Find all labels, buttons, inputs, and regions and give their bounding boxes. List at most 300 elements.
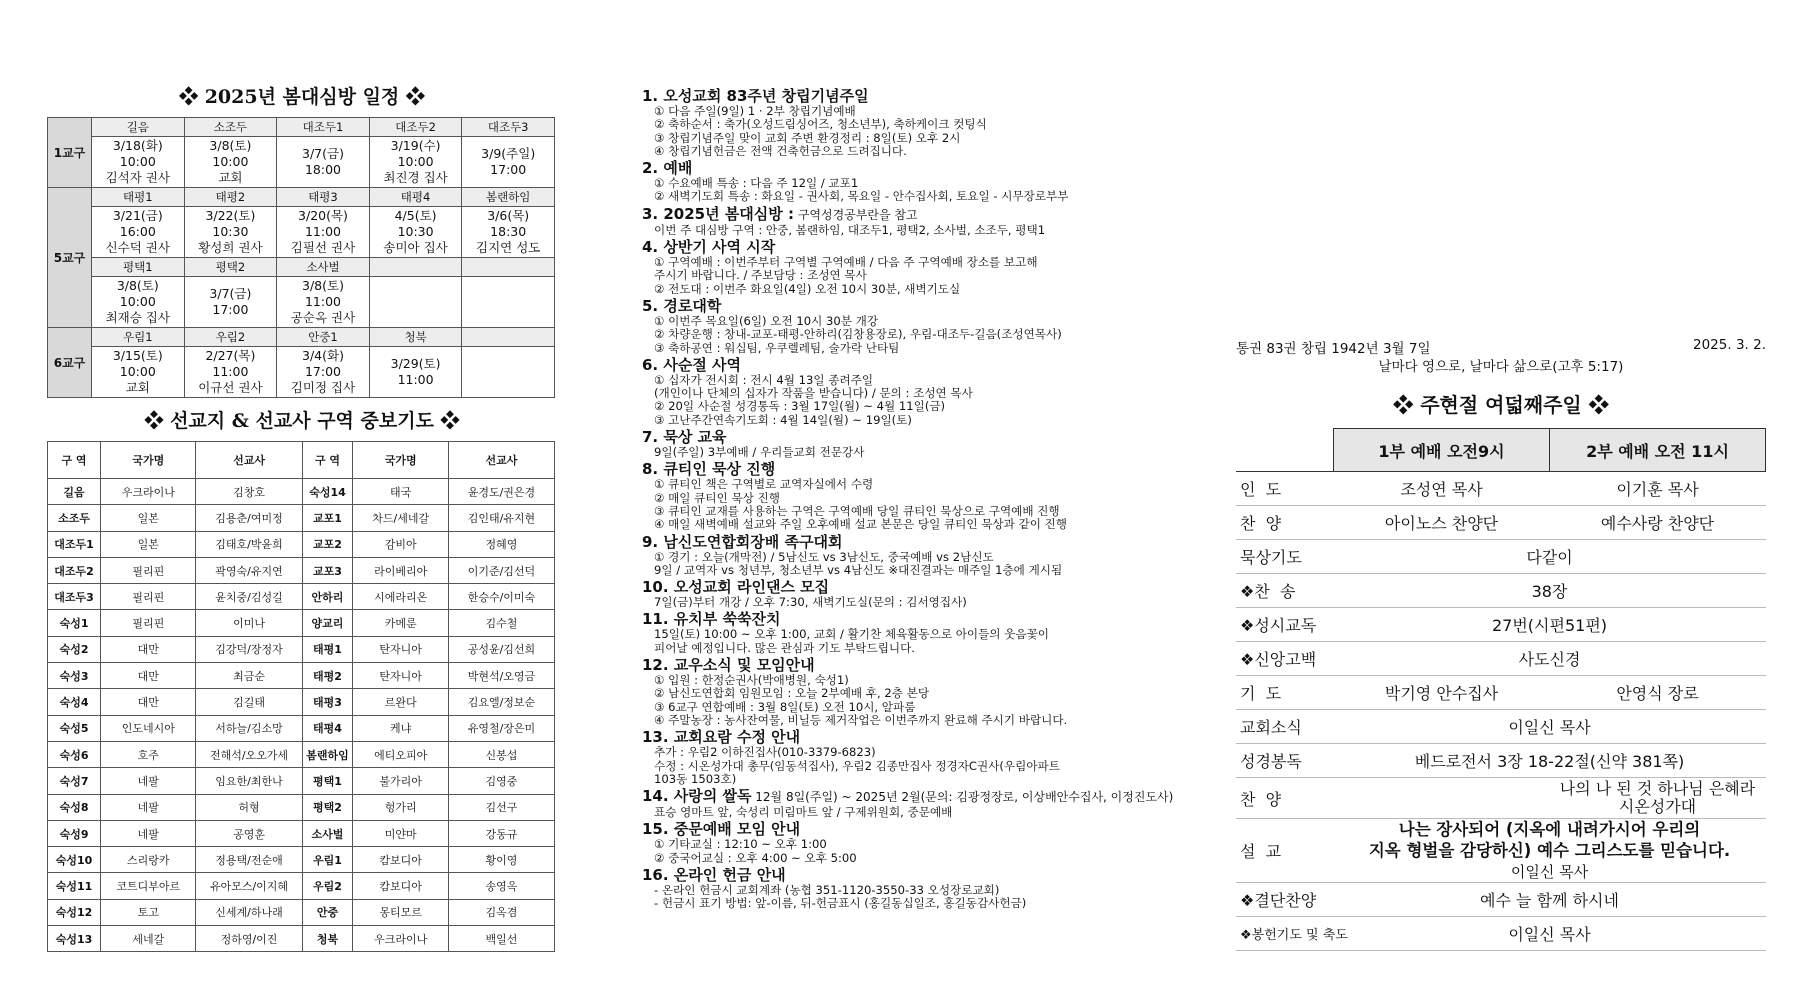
missionary-cell: 캄보디아 [353,873,448,899]
announcement-title [642,88,1202,105]
missionary-row [48,479,555,505]
missionary-cell: 숙성5 [48,715,101,741]
announcement-title-text: 7. 묵상 교육 [642,428,727,447]
announcement-item [642,206,1202,237]
missionary-cell: 미얀마 [353,820,448,846]
missionary-cell: 강동규 [448,820,554,846]
visit-cell: 3/4(화) 17:00 김미정 집사 [277,347,370,398]
missionary-cell: 인도네시아 [101,715,196,741]
missionary-cell: 태평2 [302,663,353,689]
worship-order-row [1236,574,1766,608]
missionary-cell: 숙성13 [48,926,101,952]
missionary-cell: 태평3 [302,689,353,715]
worship-order-row [1236,608,1766,642]
missionary-cell: 대만 [101,663,196,689]
zone-label: 5교구 [48,188,92,328]
missionary-table [47,441,555,952]
missionary-row [48,899,555,925]
missionary-cell: 한승수/이미숙 [448,584,554,610]
announcement-item [642,461,1202,531]
sermon-preacher: 이일신 목사 [1510,863,1589,881]
bulletin-date: 2025. 3. 2. [1693,337,1766,353]
announcement-line: ① 다음 주일(9일) 1 · 2부 창립기념예배 [654,104,856,118]
missionary-cell: 김태호/박윤희 [196,531,302,557]
missionary-row [48,584,555,610]
missionary-cell: 신세계/하나래 [196,899,302,925]
announcement-item [642,657,1202,727]
missionary-cell: 케냐 [353,715,448,741]
visit-body-row [48,347,555,398]
missionary-cell: 코트디부아르 [101,873,196,899]
missionary-cell: 네팔 [101,820,196,846]
missionary-cell: 숙성10 [48,847,101,873]
missionary-row [48,715,555,741]
missionary-cell: 탄자니아 [353,636,448,662]
announcement-title [642,729,1202,746]
missionary-row [48,741,555,767]
missionary-cell: 차드/세네갈 [353,505,448,531]
order-label: 찬 양 [1236,778,1334,819]
announcement-title-text: 11. 유치부 쑥쑥잔치 [642,610,781,629]
announcement-title [642,461,1202,478]
missionary-cell: 몽티모르 [353,899,448,925]
missionary-cell: 전해석/오오가세 [196,741,302,767]
missionary-cell: 김길태 [196,689,302,715]
announcement-line: ③ 창립기념주일 맞이 교회 주변 환경정리 : 8일(토) 오후 2시 [654,130,961,145]
missionary-row [48,557,555,583]
visit-cell: 3/8(토) 10:00 교회 [184,137,277,188]
announcement-line: ① 구역예배 : 이번주부터 구역별 구역예배 / 다음 주 구역예배 장소를 보고해 [654,255,1038,270]
announcement-title-text: 16. 온라인 헌금 안내 [642,865,786,884]
missionary-row [48,689,555,715]
missionary-cell: 불가리아 [353,768,448,794]
missionary-cell: 소사벌 [302,820,353,846]
missionary-cell: 이미나 [196,610,302,636]
order-label: 찬 양 [1236,506,1334,540]
missionary-col-header: 국가명 [101,442,196,479]
missionary-row [48,531,555,557]
order-value: 이일신 목사 [1334,710,1766,744]
announcement-title-text: 3. 2025년 봄대심방 : [642,204,794,223]
missionary-cell: 안하리 [302,584,353,610]
missionary-cell: 스리랑카 [101,847,196,873]
announcement-line: ④ 주말농장 : 농사잔여물, 비닐등 제거작업은 이번주까지 완료해 주시기 바랍니다. [654,712,1068,727]
missionary-cell: 네팔 [101,794,196,820]
visit-header-row [48,328,555,347]
missionary-col-header: 구 역 [48,442,101,479]
service2-header: 2부 예배 오전 11시 [1550,429,1766,472]
missionary-cell: 김창호 [196,479,302,505]
announcement-line: 7일(금)부터 개강 / 오후 7:30, 새벽기도실(문의 : 김서영집사) [654,595,967,610]
missionary-cell: 숙성12 [48,899,101,925]
missionary-col-header: 선교사 [448,442,554,479]
bulletin-meta [1236,337,1766,357]
visit-cell: 3/8(토) 11:00 공순옥 권사 [277,277,370,328]
missionary-cell: 대조두1 [48,531,101,557]
missionary-cell: 평택2 [302,794,353,820]
order-label: 기 도 [1236,676,1334,710]
visit-cell: 3/29(토) 11:00 [369,347,462,398]
missionary-cell: 서하늘/김소망 [196,715,302,741]
header-blank [1236,429,1334,472]
missionary-cell: 태평1 [302,636,353,662]
announcement-inline: 12월 8일(주일) ~ 2025년 2월(문의: 김광정장로, 이상배안수집사, 이정진도사) [751,790,1174,805]
sermon-cell [1334,819,1766,883]
announcement-line: (개인이나 단체의 십자가 작품을 받습니다) / 문의 : 조성연 목사 [654,386,973,401]
missionary-cell: 최금순 [196,663,302,689]
order-second: 이기훈 목사 [1550,472,1766,506]
missionary-cell: 대만 [101,689,196,715]
order-label: ❖성시교독 [1236,608,1334,642]
missionary-cell: 숙성9 [48,820,101,846]
visit-cell [462,347,555,398]
missionary-cell: 태평4 [302,715,353,741]
missionary-cell: 유영철/장은미 [448,715,554,741]
visit-cell [369,277,462,328]
announcement-title [642,206,1202,224]
order-second: 예수사랑 찬양단 [1550,506,1766,540]
missionary-cell: 숙성7 [48,768,101,794]
district-name: 평택1 [92,258,185,277]
missionary-cell: 양교리 [302,610,353,636]
order-second: 안영식 장로 [1550,676,1766,710]
announcement-line: 9일(주일) 3부예배 / 우리들교회 전문강사 [654,445,865,460]
worship-order-row [1236,676,1766,710]
missionary-row [48,847,555,873]
district-name: 태평3 [277,188,370,207]
district-name: 태평2 [184,188,277,207]
missionary-row [48,768,555,794]
order-first: 조성연 목사 [1334,472,1550,506]
announcement-line: 피어날 예정입니다. 많은 관심과 기도 부탁드립니다. [654,640,915,655]
missionary-cell: 정용택/전순애 [196,847,302,873]
missionary-cell: 공영훈 [196,820,302,846]
missionary-cell: 황이영 [448,847,554,873]
missionary-cell: 봄랜하임 [302,741,353,767]
missionary-cell: 김수철 [448,610,554,636]
bulletin-volume: 통권 83권 창립 1942년 3월 7일 [1236,341,1431,357]
district-name: 평택2 [184,258,277,277]
missionary-row [48,820,555,846]
visit-body-row [48,137,555,188]
visit-schedule-title: ❖ 2025년 봄대심방 일정 ❖ [179,86,425,108]
missionary-title: ❖ 선교지 & 선교사 구역 중보기도 ❖ [144,410,460,432]
missionary-cell: 신봉섭 [448,741,554,767]
missionary-cell: 교포1 [302,505,353,531]
service-header-row [1236,429,1766,472]
announcement-title [642,429,1202,446]
missionary-cell: 길음 [48,479,101,505]
visit-cell: 2/27(목) 11:00 이규선 권사 [184,347,277,398]
missionary-cell: 필리핀 [101,610,196,636]
announcement-item [642,729,1202,786]
missionary-cell: 윤치중/김성길 [196,584,302,610]
announcement-title [642,298,1202,315]
announcement-line: ② 전도대 : 이번주 화요일(4일) 오전 10시 30분, 새벽기도실 [654,281,961,296]
zone-label: 1교구 [48,118,92,188]
announcement-title-text: 2. 예배 [642,159,693,178]
district-name: 청북 [369,328,462,347]
visit-body-row [48,277,555,328]
announcement-line: ④ 창립기념헌금은 전액 건축헌금으로 드려집니다. [654,143,907,158]
bulletin-panel [1236,337,1766,951]
announcement-line: 추가 : 우림2 이하진집사(010-3379-6823) [654,745,876,760]
announcement-line: 15일(토) 10:00 ~ 오후 1:00, 교회 / 활기찬 체육활동으로 아이들의 웃음꽃이 [654,627,1049,642]
announcement-line: ① 수요예배 특송 : 다음 주 12일 / 교포1 [654,176,859,191]
sermon-title: 나는 장사되어 (지옥에 내려가시어 우리의 지옥 형벌을 감당하신) 예수 그리스도를 믿습니다. [1368,820,1731,860]
announcement-line: ① 십자가 전시회 : 전시 4월 13일 종려주일 [654,372,874,387]
missionary-cell: 탄자니아 [353,663,448,689]
missionary-row [48,610,555,636]
announcement-item [642,788,1202,819]
announcement-line: 9일 / 교역자 vs 청년부, 청소년부 vs 4남신도 ※대진결과는 매주일 1층에 게시됨 [654,562,1063,577]
missionary-row [48,794,555,820]
announcement-title [642,657,1202,674]
missionary-cell: 교포2 [302,531,353,557]
announcement-item [642,579,1202,609]
order-first: 박기영 안수집사 [1334,676,1550,710]
order-first: 아이노스 찬양단 [1334,506,1550,540]
worship-order-row [1236,506,1766,540]
missionary-cell: 김용춘/여미정 [196,505,302,531]
missionary-cell: 필리핀 [101,584,196,610]
announcement-title [642,821,1202,838]
visit-cell: 3/18(화) 10:00 김석자 권사 [92,137,185,188]
worship-order-row [1236,778,1766,819]
order-value: 27번(시편51편) [1334,608,1766,642]
announcement-item [642,160,1202,204]
district-name: 대조두1 [277,118,370,137]
visit-body-row [48,207,555,258]
announcement-line: ② 20일 사순절 성경통독 : 3월 17일(월) ~ 4월 11일(금) [654,399,946,414]
missionary-cell: 대조두2 [48,557,101,583]
order-label: 묵상기도 [1236,540,1334,574]
district-name: 소조두 [184,118,277,137]
announcement-title [642,357,1202,374]
missionary-cell: 네팔 [101,768,196,794]
missionary-cell: 이기준/김선덕 [448,557,554,583]
visit-cell: 3/6(목) 18:30 김지연 성도 [462,207,555,258]
missionary-cell: 카메룬 [353,610,448,636]
missionary-cell: 김옥겸 [448,899,554,925]
missionary-cell: 박현석/오영금 [448,663,554,689]
missionary-cell: 대만 [101,636,196,662]
order-label: ❖찬 송 [1236,574,1334,608]
announcement-title-text: 9. 남신도연합회장배 족구대회 [642,532,843,551]
missionary-row [48,505,555,531]
missionary-cell: 르완다 [353,689,448,715]
missionary-cell: 태국 [353,479,448,505]
announcement-title [642,867,1202,884]
missionary-cell: 헝가리 [353,794,448,820]
announcement-line: ② 축하순서 : 축가(오성드림싱어즈, 청소년부), 축하케이크 컷팅식 [654,117,987,132]
missionary-cell: 우크라이나 [101,479,196,505]
announcement-title-text: 14. 사랑의 쌀독 [642,787,752,806]
missionary-col-header: 국가명 [353,442,448,479]
announcement-line: - 헌금시 표기 방법: 앞-이름, 뒤-헌금표시 (홍길동십일조, 홍길동감사헌금) [654,896,1027,911]
visit-cell: 3/19(수) 10:00 최진경 집사 [369,137,462,188]
missionary-cell: 청북 [302,926,353,952]
announcement-title-text: 1. 오성교회 83주년 창립기념주일 [642,87,869,105]
announcement-item [642,611,1202,655]
visit-cell: 4/5(토) 10:30 송미아 집사 [369,207,462,258]
order-label: 설 교 [1236,819,1334,883]
missionary-cell: 안중 [302,899,353,925]
announcement-line: ③ 큐티인 교재를 사용하는 구역은 구역예배 당일 큐티인 묵상으로 구역예배 진행 [654,503,1060,518]
announcement-title-text: 6. 사순절 사역 [642,355,742,374]
missionary-cell: 곽영숙/유지연 [196,557,302,583]
announcement-line: ② 중국어교실 : 오후 4:00 ~ 오후 5:00 [654,850,857,865]
announcement-line: ③ 고난주간연속기도회 : 4월 14일(월) ~ 19일(토) [654,412,912,427]
missionary-cell: 우림2 [302,873,353,899]
district-name [462,258,555,277]
district-name: 우림2 [184,328,277,347]
announcement-item [642,429,1202,459]
missionary-cell: 숙성6 [48,741,101,767]
announcement-title [642,160,1202,177]
visit-header-row [48,258,555,277]
announcement-title-text: 10. 오성교회 라인댄스 모집 [642,578,830,597]
announcement-line: 이번 주 대심방 구역 : 안중, 봄랜하임, 대조두1, 평택2, 소사벌, 소조두, 평택1 [654,222,1046,237]
announcement-title [642,534,1202,551]
district-name: 소사벌 [277,258,370,277]
order-label: ❖신앙고백 [1236,642,1334,676]
announcement-line: 103동 1503호) [654,771,737,786]
district-name: 안중1 [277,328,370,347]
missionary-cell: 숙성11 [48,873,101,899]
missionary-cell: 소조두 [48,505,101,531]
announcement-title-text: 13. 교회요람 수정 안내 [642,728,801,747]
missionary-cell: 백일선 [448,926,554,952]
district-name: 봄랜하임 [462,188,555,207]
order-second: 나의 나 된 것 하나님 은혜라 시온성가대 [1550,778,1766,819]
visit-header-row [48,118,555,137]
announcement-title-text: 15. 중문예배 모임 안내 [642,820,801,839]
announcement-title [642,788,1202,806]
announcement-line: ② 매일 큐티인 묵상 진행 [654,490,780,505]
worship-order-row [1236,917,1766,951]
district-name: 우림1 [92,328,185,347]
announcement-item [642,867,1202,911]
visit-header-row [48,188,555,207]
announcement-item [642,298,1202,355]
visit-cell: 3/7(금) 17:00 [184,277,277,328]
missionary-cell: 평택1 [302,768,353,794]
announcement-line: ② 남신도연합회 임원모임 : 오늘 2부예배 후, 2층 본당 [654,686,930,701]
visit-cell: 3/21(금) 16:00 신수덕 권사 [92,207,185,258]
missionary-row [48,873,555,899]
worship-title: ❖ 주현절 여덟째주일 ❖ [1393,393,1609,417]
missionary-cell: 김요엘/정보순 [448,689,554,715]
announcement-title [642,579,1202,596]
missionary-col-header: 선교사 [196,442,302,479]
bulletin-verse: 날마다 영으로, 날마다 삶으로(고후 5:17) [1378,359,1624,375]
order-value: 사도신경 [1334,642,1766,676]
missionary-row [48,663,555,689]
announcement-line: ① 경기 : 오늘(개막전) / 5남신도 vs 3남신도, 중국예배 vs 2남신도 [654,549,994,564]
missionary-cell: 우크라이나 [353,926,448,952]
missionary-cell: 대조두3 [48,584,101,610]
missionary-cell: 숙성4 [48,689,101,715]
district-name [369,258,462,277]
visit-cell: 3/9(주일) 17:00 [462,137,555,188]
missionary-cell: 정혜영 [448,531,554,557]
order-value: 베드로전서 3장 18-22절(신약 381쪽) [1334,744,1766,778]
worship-order-row [1236,744,1766,778]
missionary-cell: 김영중 [448,768,554,794]
order-first [1334,778,1550,819]
missionary-row [48,926,555,952]
order-label: 인 도 [1236,472,1334,506]
missionary-cell: 에티오피아 [353,741,448,767]
missionary-col-header: 구 역 [302,442,353,479]
missionary-cell: 윤경도/권은경 [448,479,554,505]
announcements [642,88,1202,913]
missionary-cell: 교포3 [302,557,353,583]
order-value: 이일신 목사 [1334,917,1766,951]
announcement-line: ② 새벽기도회 특송 : 화요일 - 권사회, 목요일 - 안수집사회, 토요일 - 시무장로부부 [654,189,1069,204]
announcement-line: 수정 : 시온성가대 총무(임동석집사), 우림2 김종만집사 정경자C권사(우림아파트 [654,758,1060,773]
worship-order-table [1236,428,1766,951]
announcement-line: ③ 축하공연 : 워십팀, 우쿠렐레팀, 술가락 난타팀 [654,340,900,355]
worship-order-row [1236,710,1766,744]
missionary-cell: 김강덕/장정자 [196,636,302,662]
announcement-item [642,239,1202,296]
missionary-cell: 공성윤/김선희 [448,636,554,662]
missionary-cell: 캄보디아 [353,847,448,873]
announcement-line: ① 기타교실 : 12:10 ~ 오후 1:00 [654,837,827,852]
district-name: 길음 [92,118,185,137]
announcement-line: ① 큐티인 책은 구역별로 교역자실에서 수령 [654,477,874,492]
missionary-cell: 세네갈 [101,926,196,952]
missionary-cell: 호주 [101,741,196,767]
missionary-header-row [48,442,555,479]
announcement-item [642,534,1202,578]
missionary-cell: 일본 [101,531,196,557]
missionary-cell: 허형 [196,794,302,820]
missionary-cell: 감비아 [353,531,448,557]
order-label: 교회소식 [1236,710,1334,744]
announcement-line: - 온라인 헌금시 교회계좌 (농협 351-1120-3550-33 오성장로교회) [654,882,1000,897]
missionary-cell: 송영옥 [448,873,554,899]
announcement-title [642,611,1202,628]
missionary-cell: 숙성2 [48,636,101,662]
missionary-cell: 숙성1 [48,610,101,636]
visit-cell: 3/8(토) 10:00 최재승 집사 [92,277,185,328]
announcement-title [642,239,1202,256]
announcement-title-text: 12. 교우소식 및 모임안내 [642,656,815,675]
district-name [462,328,555,347]
announcement-line: ④ 매일 새벽예배 설교와 주일 오후예배 설교 본문은 당일 큐티인 묵상과 같이 진행 [654,517,1068,532]
announcement-item [642,88,1202,158]
missionary-cell: 숙성14 [302,479,353,505]
missionary-cell: 김인태/유지현 [448,505,554,531]
service1-header: 1부 예배 오전9시 [1334,429,1550,472]
worship-order-row [1236,472,1766,506]
missionary-cell: 숙성3 [48,663,101,689]
visit-cell [462,277,555,328]
missionary-cell: 토고 [101,899,196,925]
missionary-cell: 정하영/이진 [196,926,302,952]
visit-schedule-table [47,117,555,398]
order-label: 성경봉독 [1236,744,1334,778]
missionary-cell: 라이베리아 [353,557,448,583]
visit-cell: 3/7(금) 18:00 [277,137,370,188]
district-name: 태평4 [369,188,462,207]
missionary-cell: 숙성8 [48,794,101,820]
announcement-line: 주시기 바랍니다. / 주보담당 : 조성연 목사 [654,268,867,283]
visit-cell: 3/20(목) 11:00 김필선 권사 [277,207,370,258]
